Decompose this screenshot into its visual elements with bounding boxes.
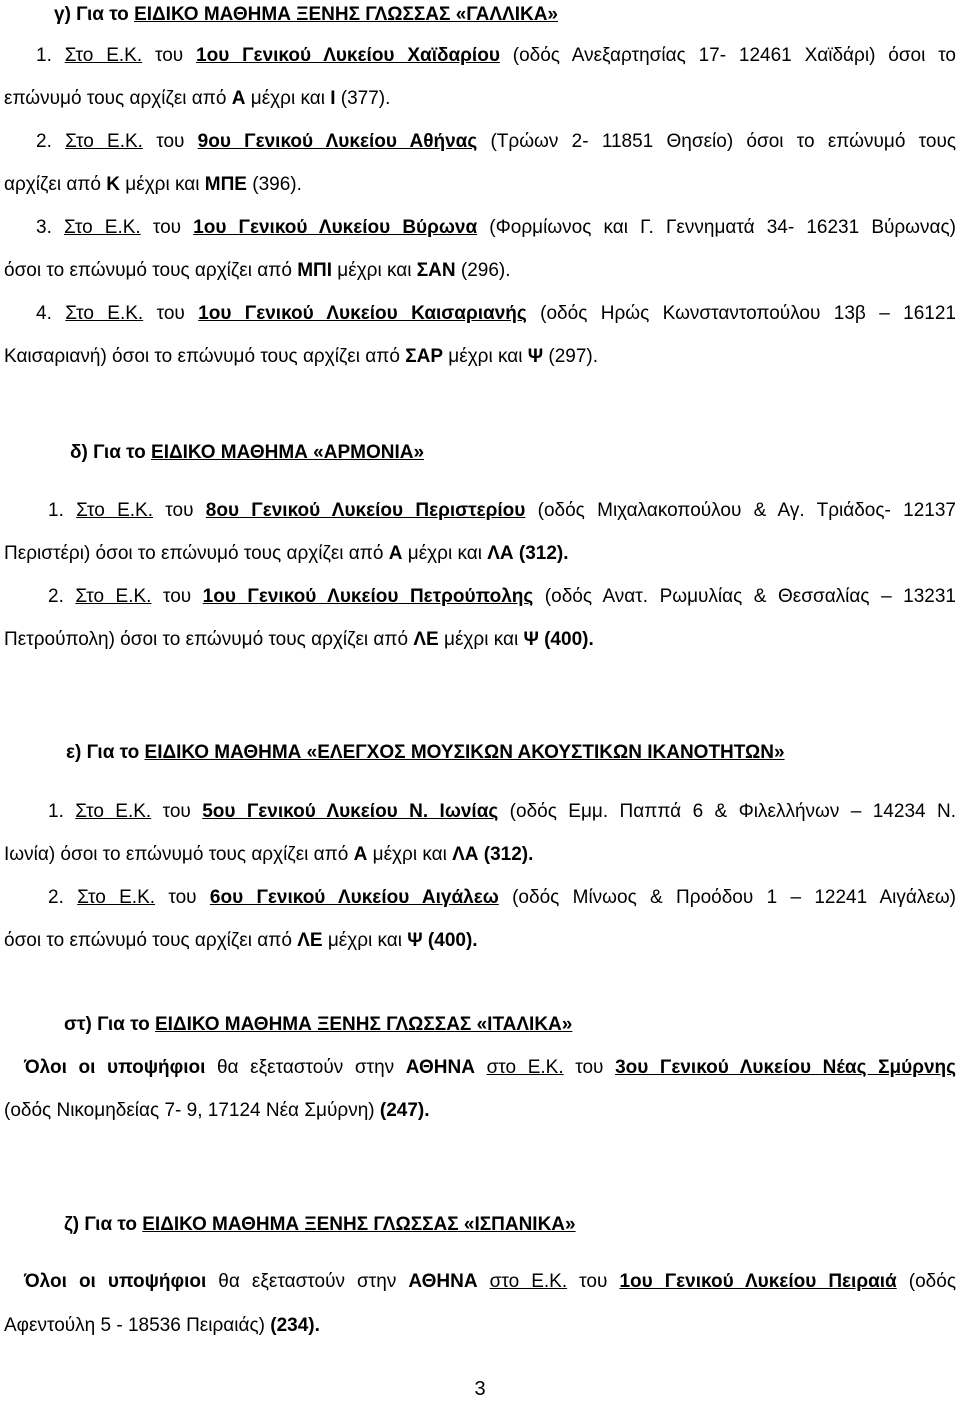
text: μέχρι και: [245, 88, 331, 109]
all-candidates: Όλοι οι υποψήφιοι: [24, 1271, 207, 1292]
range-to: ΜΠΕ: [204, 174, 247, 195]
heading-link[interactable]: ΕΙΔΙΚΟ ΜΑΘΗΜΑ ΞΕΝΗΣ ΓΛΩΣΣΑΣ «ΙΣΠΑΝΙΚΑ»: [142, 1214, 576, 1235]
school-name[interactable]: 8ου Γενικού Λυκείου Περιστερίου: [205, 500, 526, 521]
school-address: Αφεντούλη 5 - 18536 Πειραιάς): [4, 1315, 271, 1336]
candidate-count: (396).: [246, 174, 302, 195]
school-address: (οδός Ανεξαρτησίας 17- 12461 Χαϊδάρι) όσοι το: [499, 45, 956, 66]
school-name[interactable]: 6ου Γενικού Λυκείου Αιγάλεω: [209, 887, 499, 908]
text: επώνυμό τους αρχίζει από: [4, 88, 232, 109]
school-address: (Τρώων 2- 11851 Θησείο) όσοι το επώνυμό τους: [477, 131, 957, 152]
range-from: Α: [388, 543, 403, 564]
school-name[interactable]: 3ου Γενικού Λυκείου Νέας Σμύρνης: [615, 1057, 956, 1078]
school-name[interactable]: 1ου Γενικού Λυκείου Πειραιά: [619, 1271, 897, 1292]
candidate-count: (234).: [270, 1315, 320, 1336]
range-from: Α: [231, 88, 246, 109]
exam-statement: [4, 1055, 956, 1081]
candidate-count: (400).: [538, 629, 594, 650]
heading-prefix: γ) Για το: [54, 4, 135, 25]
range-to: Ψ: [407, 930, 423, 951]
item-number: 1.: [48, 500, 77, 521]
candidate-count: (400).: [422, 930, 478, 951]
heading-prefix: ζ) Για το: [64, 1214, 143, 1235]
heading-link[interactable]: ΕΙΔΙΚΟ ΜΑΘΗΜΑ «ΑΡΜΟΝΙΑ»: [151, 442, 425, 463]
heading-prefix: ε) Για το: [66, 742, 145, 763]
text: του: [567, 1271, 620, 1292]
exam-statement: [4, 1269, 956, 1295]
exam-center-link[interactable]: Στο Ε.Κ.: [75, 801, 152, 822]
text: Περιστέρι) όσοι το επώνυμό τους αρχίζει από: [4, 543, 389, 564]
range-from: ΜΠΙ: [297, 260, 333, 281]
range-from: Κ: [106, 174, 121, 195]
exam-center-link[interactable]: στο Ε.Κ.: [489, 1271, 568, 1292]
text: (οδός: [896, 1271, 956, 1292]
candidate-count: (247).: [379, 1100, 430, 1121]
range-from: ΛΕ: [297, 930, 323, 951]
text: μέχρι και: [332, 260, 417, 281]
list-item-cont: [4, 172, 956, 198]
heading-harmony: [70, 440, 424, 466]
school-address: (οδός Ανατ. Ρωμυλίας & Θεσσαλίας – 13231: [533, 586, 956, 607]
text: [478, 1271, 490, 1292]
text: του: [140, 217, 194, 238]
school-name[interactable]: 1ου Γενικού Λυκείου Πετρούπολης: [202, 586, 534, 607]
exam-center-link[interactable]: Στο Ε.Κ.: [64, 45, 143, 66]
school-name[interactable]: 5ου Γενικού Λυκείου Ν. Ιωνίας: [202, 801, 499, 822]
school-name[interactable]: 1ου Γενικού Λυκείου Καισαριανής: [198, 303, 527, 324]
school-address: (οδός Μιχαλακοπούλου & Αγ. Τριάδος- 12137: [525, 500, 956, 521]
all-candidates: Όλοι οι υποψήφιοι: [24, 1057, 206, 1078]
range-to: ΛΑ: [487, 543, 514, 564]
text: του: [152, 500, 206, 521]
list-item: [4, 43, 956, 69]
range-from: Α: [353, 844, 368, 865]
heading-prefix: στ) Για το: [64, 1014, 155, 1035]
item-number: 2.: [48, 586, 76, 607]
candidate-count: (297).: [543, 346, 599, 367]
list-item-cont: [4, 842, 956, 868]
exam-center-link[interactable]: Στο Ε.Κ.: [77, 887, 156, 908]
heading-link[interactable]: ΕΙΔΙΚΟ ΜΑΘΗΜΑ «ΕΛΕΓΧΟΣ ΜΟΥΣΙΚΩΝ ΑΚΟΥΣΤΙΚΩΝ ΙΚΑΝΟΤΗΤΩΝ»: [144, 742, 785, 763]
range-to: ΛΑ: [452, 844, 479, 865]
city: ΑΘΗΝΑ: [408, 1271, 478, 1292]
candidate-count: (312).: [513, 543, 569, 564]
school-name[interactable]: 1ου Γενικού Λυκείου Χαϊδαρίου: [196, 45, 500, 66]
text: θα εξεταστούν στην: [205, 1057, 406, 1078]
heading-link[interactable]: ΕΙΔΙΚΟ ΜΑΘΗΜΑ ΞΕΝΗΣ ΓΛΩΣΣΑΣ «ΙΤΑΛΙΚΑ»: [154, 1014, 573, 1035]
text: μέχρι και: [443, 346, 528, 367]
school-address: (οδός Νικομηδείας 7- 9, 17124 Νέα Σμύρνη): [4, 1100, 380, 1121]
list-item: [4, 129, 956, 155]
text: μέχρι και: [438, 629, 524, 650]
school-name[interactable]: 9ου Γενικού Λυκείου Αθήνας: [197, 131, 478, 152]
range-to: ΣΑΝ: [416, 260, 456, 281]
list-item: [4, 799, 956, 825]
exam-center-link[interactable]: Στο Ε.Κ.: [65, 303, 144, 324]
city: ΑΘΗΝΑ: [405, 1057, 475, 1078]
candidate-count: (296).: [455, 260, 511, 281]
list-item: [4, 584, 956, 610]
text: του: [151, 801, 203, 822]
school-address: (οδός Ηρώς Κωνσταντοπούλου 13β – 16121: [526, 303, 957, 324]
exam-center-link[interactable]: Στο Ε.Κ.: [76, 500, 153, 521]
heading-spanish: [64, 1212, 576, 1238]
text: όσοι το επώνυμό τους αρχίζει από: [4, 260, 298, 281]
list-item: [4, 498, 956, 524]
text: [475, 1057, 487, 1078]
text: θα εξεταστούν στην: [206, 1271, 409, 1292]
school-address: (οδός Μίνωος & Προόδου 1 – 12241 Αιγάλεω): [498, 887, 956, 908]
exam-statement-cont: [4, 1313, 956, 1339]
candidate-count: (377).: [335, 88, 391, 109]
range-to: Ι: [330, 88, 336, 109]
item-number: 1.: [48, 801, 76, 822]
item-number: 4.: [36, 303, 66, 324]
text: μέχρι και: [367, 844, 453, 865]
range-to: Ψ: [527, 346, 544, 367]
exam-center-link[interactable]: στο Ε.Κ.: [486, 1057, 564, 1078]
text: του: [155, 887, 210, 908]
heading-french: [54, 2, 558, 28]
text: του: [151, 586, 203, 607]
range-from: ΛΕ: [413, 629, 439, 650]
text: αρχίζει από: [4, 174, 107, 195]
item-number: 1.: [36, 45, 65, 66]
heading-italian: [64, 1012, 572, 1038]
school-address: (Φορμίωνος και Γ. Γεννηματά 34- 16231 Βύρωνας): [477, 217, 956, 238]
item-number: 2.: [48, 887, 78, 908]
exam-center-link[interactable]: Στο Ε.Κ.: [75, 586, 152, 607]
heading-music-hearing: [66, 740, 785, 766]
text: μέχρι και: [120, 174, 205, 195]
heading-prefix: δ) Για το: [70, 442, 152, 463]
range-to: Ψ: [523, 629, 539, 650]
list-item: [4, 215, 956, 241]
heading-link[interactable]: ΕΙΔΙΚΟ ΜΑΘΗΜΑ ΞΕΝΗΣ ΓΛΩΣΣΑΣ «ΓΑΛΛΙΚΑ»: [134, 4, 558, 25]
text: του: [563, 1057, 616, 1078]
text: μέχρι και: [322, 930, 408, 951]
exam-statement-cont: [4, 1098, 956, 1124]
exam-center-link[interactable]: Στο Ε.Κ.: [64, 217, 141, 238]
text: μέχρι και: [402, 543, 488, 564]
school-address: (οδός Εμμ. Παππά 6 & Φιλελλήνων – 14234 Ν.: [498, 801, 956, 822]
exam-center-link[interactable]: Στο Ε.Κ.: [65, 131, 143, 152]
candidate-count: (312).: [478, 844, 534, 865]
school-name[interactable]: 1ου Γενικού Λυκείου Βύρωνα: [193, 217, 478, 238]
text: του: [143, 303, 199, 324]
list-item-cont: [4, 344, 956, 370]
list-item-cont: [4, 258, 956, 284]
text: Καισαριανή) όσοι το επώνυμό τους αρχίζει από: [4, 346, 406, 367]
text: Πετρούπολη) όσοι το επώνυμό τους αρχίζει από: [4, 629, 414, 650]
list-item: [4, 885, 956, 911]
item-number: 2.: [36, 131, 66, 152]
page-number: 3: [474, 1378, 486, 1400]
text: του: [142, 131, 198, 152]
text: του: [142, 45, 197, 66]
text: Ιωνία) όσοι το επώνυμό τους αρχίζει από: [4, 844, 354, 865]
list-item: [4, 301, 956, 327]
list-item-cont: [4, 86, 956, 112]
range-from: ΣΑΡ: [405, 346, 444, 367]
item-number: 3.: [36, 217, 64, 238]
list-item-cont: [4, 928, 956, 954]
list-item-cont: [4, 541, 956, 567]
list-item-cont: [4, 627, 956, 653]
text: όσοι το επώνυμό τους αρχίζει από: [4, 930, 298, 951]
